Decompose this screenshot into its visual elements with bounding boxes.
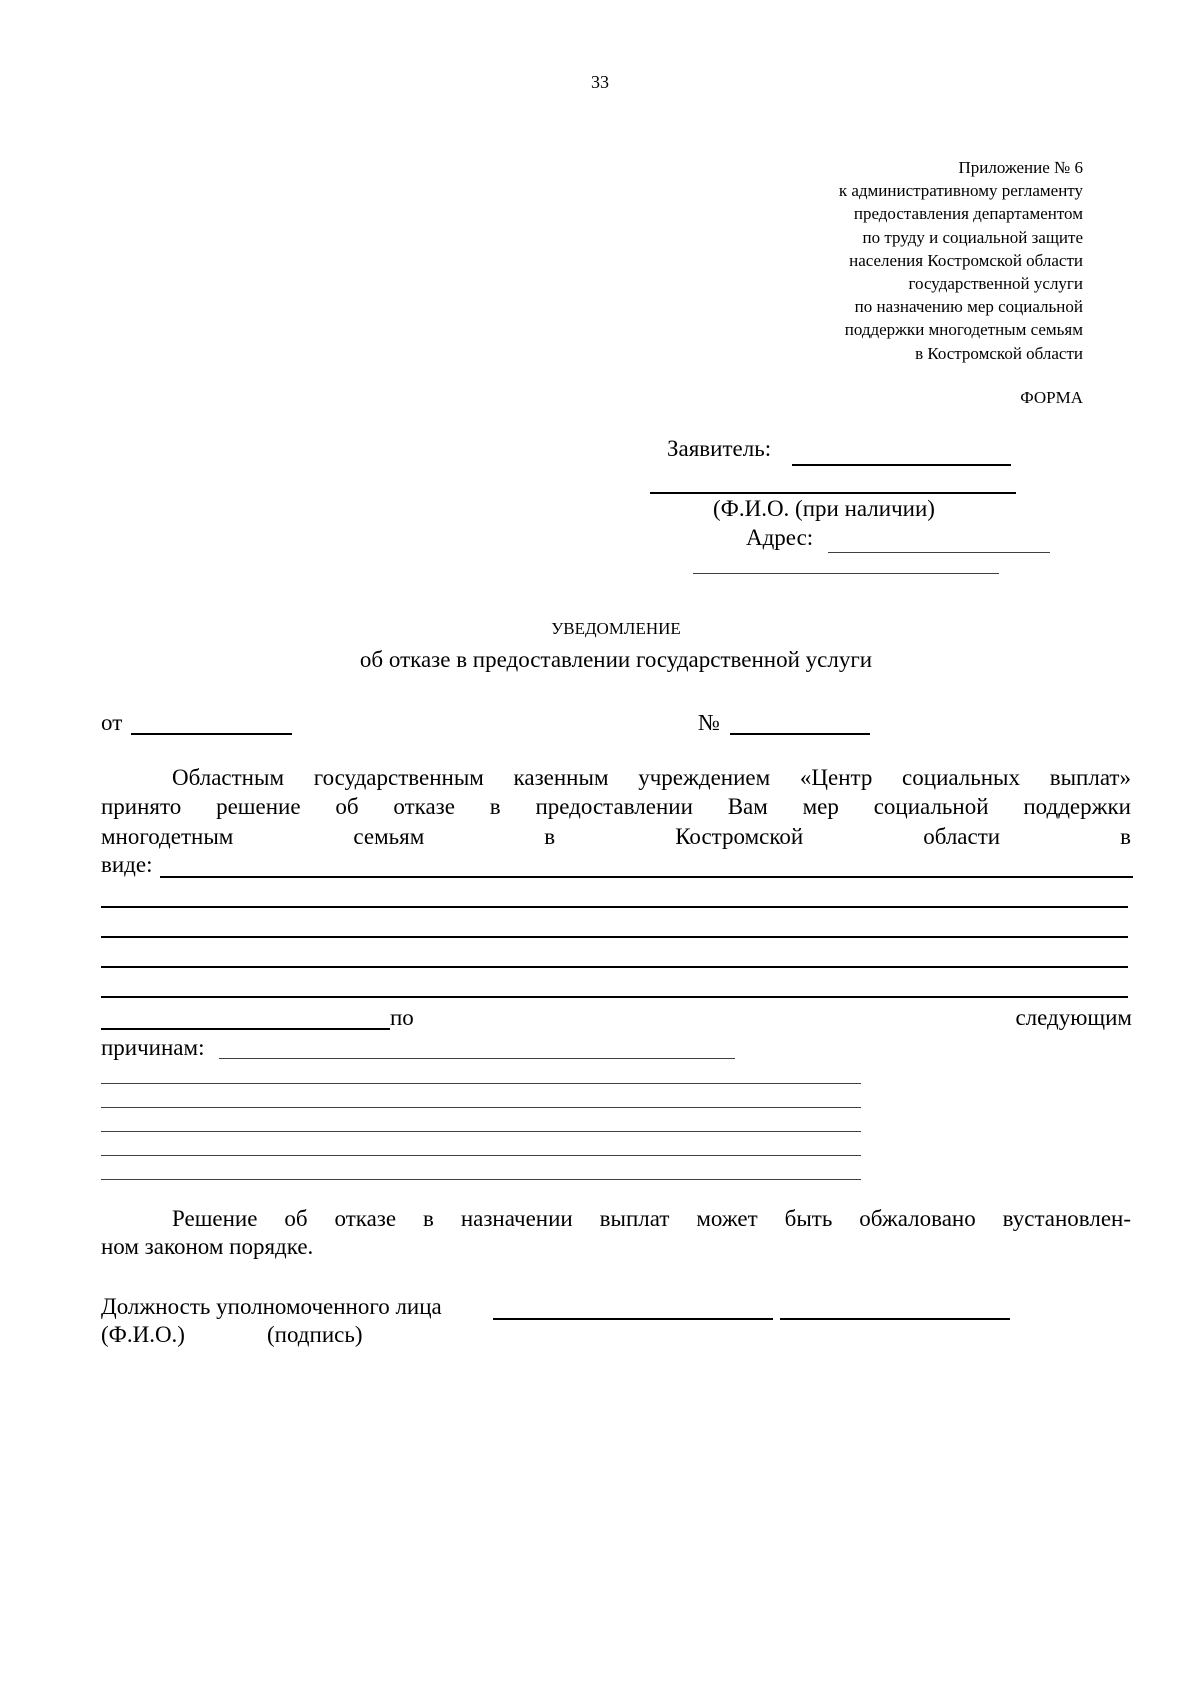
appendix-line: в Костромской области — [915, 343, 1083, 363]
reasons-field-3[interactable] — [101, 1107, 861, 1108]
applicant-name-field[interactable] — [792, 464, 1011, 466]
kind-field-6[interactable] — [101, 1028, 390, 1030]
sign-label: (подпись) — [267, 1322, 363, 1347]
signature-field[interactable] — [780, 1318, 1010, 1320]
kind-field-3[interactable] — [101, 936, 1128, 938]
appendix-line: к административному регламенту — [838, 181, 1083, 201]
form-label: ФОРМА — [1020, 388, 1083, 407]
body-line-3: многодетным семьям в Костромской области в — [101, 824, 1131, 849]
address-field[interactable] — [828, 552, 1050, 553]
date-from-label: от — [101, 710, 123, 735]
appeal-line-1: Решение об отказе в назначении выплат может быть обжаловано вустановлен- — [172, 1206, 1131, 1231]
appendix-line: Приложение № 6 — [958, 158, 1083, 177]
appendix-line: по труду и социальной защите — [862, 227, 1083, 247]
appendix-line: населения Костромской области — [849, 250, 1083, 270]
page-number: 33 — [591, 72, 609, 92]
document-subtitle: об отказе в предоставлении государственной услуги — [359, 647, 873, 672]
reasons-label: причинам: — [101, 1035, 205, 1060]
kind-field-2[interactable] — [101, 906, 1128, 908]
body-kind-label: виде: — [101, 852, 153, 877]
reasons-field-2[interactable] — [101, 1083, 861, 1084]
position-label: Должность уполномоченного лица — [101, 1294, 442, 1319]
reasons-field-5[interactable] — [101, 1155, 861, 1156]
kind-field-5[interactable] — [101, 996, 1128, 998]
body-line-1: Областным государственным казенным учреждением «Центр социальных выплат» — [172, 765, 1131, 790]
by-label: по — [390, 1005, 414, 1030]
appendix-line: по назначению мер социальной — [854, 297, 1083, 317]
fio-label: (Ф.И.О.) — [101, 1322, 185, 1347]
kind-field[interactable] — [160, 876, 1133, 878]
address-label: Адрес: — [746, 525, 814, 550]
fio-caption: (Ф.И.О. (при наличии) — [713, 496, 935, 521]
reasons-field[interactable] — [219, 1058, 735, 1059]
following-label: следующим — [1015, 1005, 1132, 1030]
applicant-label: Заявитель: — [667, 436, 772, 461]
document-title: УВЕДОМЛЕНИЕ — [551, 619, 681, 638]
appendix-line: государственной услуги — [908, 274, 1083, 294]
number-field[interactable] — [730, 733, 870, 735]
reasons-field-4[interactable] — [101, 1131, 861, 1132]
appendix-line: поддержки многодетным семьям — [844, 320, 1083, 340]
appendix-line: предоставления департаментом — [853, 204, 1083, 224]
position-field[interactable] — [493, 1318, 773, 1320]
address-field-2[interactable] — [693, 573, 999, 574]
number-label: № — [698, 710, 720, 735]
reasons-field-6[interactable] — [101, 1179, 861, 1180]
applicant-name-field-2[interactable] — [650, 492, 1016, 494]
kind-field-4[interactable] — [101, 966, 1128, 968]
appeal-line-2: ном законом порядке. — [101, 1234, 314, 1259]
appendix-block — [839, 156, 1083, 365]
body-line-2: принято решение об отказе в предоставлении Вам мер социальной поддержки — [101, 794, 1131, 819]
date-field[interactable] — [131, 733, 292, 735]
